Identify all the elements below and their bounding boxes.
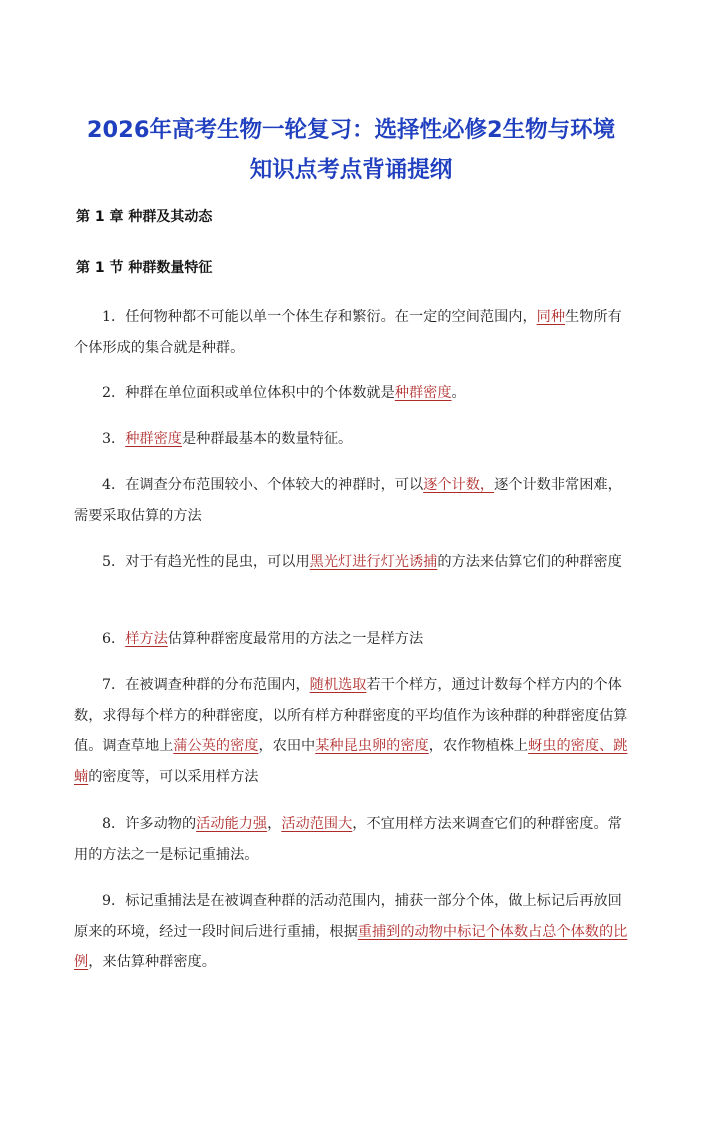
paragraph-text: 9．标记重捕法是在被调查种群的活动范围内，捕获一部分个体，做上标记后再放回原来的环境，经过一段时间后进行重捕，根据 (74, 893, 622, 940)
paragraph-text: 5．对于有趋光性的昆虫，可以用 (102, 554, 310, 570)
key-term: 随机选取 (309, 677, 367, 693)
paragraph-4 (74, 470, 632, 531)
paragraph-text: 逐个计数非常困难，需要采取估算的方法 (74, 477, 622, 524)
key-term: 逐个计数， (423, 477, 495, 493)
key-term: 同种 (536, 309, 566, 325)
paragraph-text: 的方法来估算它们的种群密度 (437, 554, 622, 570)
paragraph-3 (74, 424, 632, 455)
paragraph-text: 若干个样方，通过计数每个样方内的个体数，求得每个样方的种群密度，以所有样方种群密度的平均值作为该种群的种群密度估算值。调查草地上 (74, 677, 628, 754)
key-term: 活动能力强 (196, 816, 268, 832)
paragraph-text: ，农作物植株上 (428, 738, 529, 754)
paragraph-text: ，来估算种群密度。 (88, 954, 216, 970)
paragraph-text: 是种群最基本的数量特征。 (181, 431, 353, 447)
paragraph-text: ， (267, 816, 282, 832)
paragraph-7 (74, 670, 632, 792)
section-heading: 第 1 节 种群数量特征 (76, 260, 213, 276)
paragraph-6 (74, 624, 632, 655)
paragraph-text: 6． (102, 631, 126, 647)
key-term: 种群密度 (394, 385, 452, 401)
key-term: 样方法 (125, 631, 168, 647)
document-title-line2: 知识点考点背诵提纲 (249, 157, 453, 183)
key-term: 活动范围大 (281, 816, 353, 832)
paragraph-2 (74, 378, 632, 409)
paragraph-8 (74, 809, 632, 870)
paragraph-text: 7．在被调查种群的分布范围内， (102, 677, 310, 693)
paragraph-text: ，不宜用样方法来调查它们的种群密度。常用的方法之一是标记重捕法。 (74, 816, 622, 863)
paragraph-text: 估算种群密度最常用的方法之一是样方法 (167, 631, 424, 647)
paragraph-text: ，农田中 (258, 738, 316, 754)
document-title-line1: 2026年高考生物一轮复习：选择性必修2生物与环境 (86, 117, 616, 143)
paragraph-text: 的密度等，可以采用样方法 (88, 768, 259, 785)
paragraph-text: 1．任何物种都不可能以单一个体生存和繁衍。在一定的空间范围内， (102, 309, 537, 325)
paragraph-text: 生物所有个体形成的集合就是种群。 (74, 309, 622, 356)
key-term: 某种昆虫卵的密度 (315, 738, 429, 754)
paragraph-5 (102, 547, 632, 578)
paragraph-text: 。 (451, 385, 466, 401)
key-term: 蒲公英的密度 (173, 738, 259, 754)
paragraph-text: 2．种群在单位面积或单位体积中的个体数就是 (102, 385, 395, 401)
paragraph-text: 8．许多动物的 (102, 816, 197, 832)
key-term: 重捕到的动物中标记个体数占总个体数的比例 (74, 923, 628, 970)
key-term: 种群密度 (125, 431, 182, 447)
key-term: 蚜虫的密度、跳蝻 (74, 738, 628, 785)
paragraph-text: 3． (102, 431, 126, 447)
key-term: 黑光灯进行灯光诱捕 (309, 554, 438, 570)
paragraph-text: 4．在调查分布范围较小、个体较大的神群时，可以 (102, 477, 424, 493)
paragraph-1 (74, 302, 632, 363)
paragraph-9 (74, 886, 632, 978)
chapter-heading: 第 1 章 种群及其动态 (76, 209, 213, 225)
